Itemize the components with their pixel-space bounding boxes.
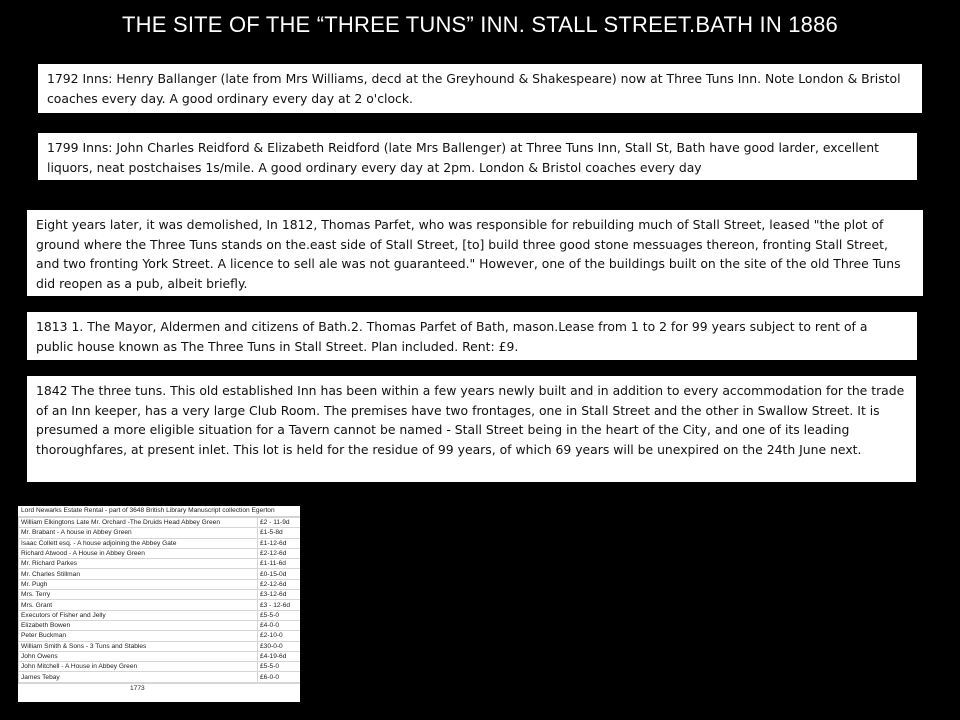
ledger-rent: £5-5-0 xyxy=(258,662,301,672)
ledger-row xyxy=(19,662,301,672)
ledger-row xyxy=(19,528,301,538)
rental-ledger-image xyxy=(18,506,300,702)
ledger-tenant: John Owens xyxy=(19,651,258,661)
entry-1799: 1799 Inns: John Charles Reidford & Elizabeth Reidford (late Mrs Ballenger) at Three Tuns Inn, Stall St, Bath have good larder, excellent liquors, neat postchaises 1s/mile. A good ordinary every day at 2pm. London & Bristol coaches every day xyxy=(38,133,917,180)
ledger-row xyxy=(19,569,301,579)
ledger-rent: £3-12-6d xyxy=(258,590,301,600)
ledger-rent: £1-12-6d xyxy=(258,538,301,548)
entry-1792: 1792 Inns: Henry Ballanger (late from Mrs Williams, decd at the Greyhound & Shakespeare) now at Three Tuns Inn. Note London & Bristol coaches every day. A good ordinary every day at 2 o'clock. xyxy=(38,64,922,113)
ledger-row xyxy=(19,590,301,600)
ledger-row xyxy=(19,610,301,620)
ledger-rent: £2-12-6d xyxy=(258,548,301,558)
ledger-row xyxy=(19,672,301,682)
entry-1812-demolition: Eight years later, it was demolished, In 1812, Thomas Parfet, who was responsible for rebuilding much of Stall Street, leased "the plot of ground where the Three Tuns stands on the.east side of Stall Street, [to] build three good stone messuages thereon, fronting Stall Street, and two fronting York Street. A licence to sell ale was not guaranteed." However, one of the buildings built on the site of the old Three Tuns did reopen as a pub, albeit briefly. xyxy=(27,210,923,296)
ledger-rent: £4-0-0 xyxy=(258,620,301,630)
ledger-row xyxy=(19,631,301,641)
ledger-rent: £2-10-0 xyxy=(258,631,301,641)
ledger-row xyxy=(19,559,301,569)
ledger-rent: £30-0-0 xyxy=(258,641,301,651)
ledger-rent: £4-19-6d xyxy=(258,651,301,661)
ledger-row xyxy=(19,518,301,528)
ledger-tenant: Mr. Richard Parkes xyxy=(19,559,258,569)
ledger-tenant: Mrs. Terry xyxy=(19,590,258,600)
ledger-tenant: Isaac Collett esq. - A house adjoining the Abbey Gate xyxy=(19,538,258,548)
entry-1842: 1842 The three tuns. This old established Inn has been within a few years newly built and in addition to every accommodation for the trade of an Inn keeper, has a very large Club Room. The premises have two frontages, one in Stall Street and the other in Swallow Street. It is presumed a more eligible situation for a Tavern cannot be named - Stall Street being in the heart of the City, and one of its leading thoroughfares, at present inlet. This lot is held for the residue of 99 years, of which 69 years will be unexpired on the 24th June next. xyxy=(27,376,916,482)
ledger-tenant: Elizabeth Bowen xyxy=(19,620,258,630)
ledger-header: Lord Newarks Estate Rental - part of 3648 British Library Manuscript collection Egerton xyxy=(18,506,300,517)
ledger-row xyxy=(19,579,301,589)
ledger-rent: £0-15-0d xyxy=(258,569,301,579)
ledger-table xyxy=(18,517,300,683)
ledger-tenant: Executors of Fisher and Jelly xyxy=(19,610,258,620)
ledger-row xyxy=(19,600,301,610)
ledger-tenant: James Tebay xyxy=(19,672,258,682)
ledger-tenant: John Mitchell - A House in Abbey Green xyxy=(19,662,258,672)
ledger-tenant: Mr. Pugh xyxy=(19,579,258,589)
ledger-tenant: Peter Buckman xyxy=(19,631,258,641)
ledger-rent: £6-0-0 xyxy=(258,672,301,682)
ledger-row xyxy=(19,651,301,661)
ledger-rent: £5-5-0 xyxy=(258,610,301,620)
ledger-rent: £2-12-6d xyxy=(258,579,301,589)
ledger-tenant: William Elkingtons Late Mr. Orchard -The Druids Head Abbey Green xyxy=(19,518,258,528)
ledger-tenant: Mr. Charles Stillman xyxy=(19,569,258,579)
ledger-rent: £2 - 11-9d xyxy=(258,518,301,528)
ledger-row xyxy=(19,548,301,558)
entry-1813: 1813 1. The Mayor, Aldermen and citizens of Bath.2. Thomas Parfet of Bath, mason.Lease from 1 to 2 for 99 years subject to rent of a public house known as The Three Tuns in Stall Street. Plan included. Rent: £9. xyxy=(27,312,917,360)
ledger-row xyxy=(19,620,301,630)
ledger-rent: £1-5-8d xyxy=(258,528,301,538)
ledger-tenant: Richard Atwood - A House in Abbey Green xyxy=(19,548,258,558)
ledger-rent: £1-11-6d xyxy=(258,559,301,569)
ledger-tenant: Mr. Brabant - A house in Abbey Green xyxy=(19,528,258,538)
ledger-rent: £3 - 12-6d xyxy=(258,600,301,610)
ledger-row xyxy=(19,538,301,548)
ledger-tenant: William Smith & Sons - 3 Tuns and Stables xyxy=(19,641,258,651)
ledger-row xyxy=(19,641,301,651)
ledger-tenant: Mrs. Grant xyxy=(19,600,258,610)
page-title: THE SITE OF THE “THREE TUNS” INN. STALL STREET.BATH IN 1886 xyxy=(122,12,838,37)
ledger-footer: 1773 xyxy=(18,683,300,694)
